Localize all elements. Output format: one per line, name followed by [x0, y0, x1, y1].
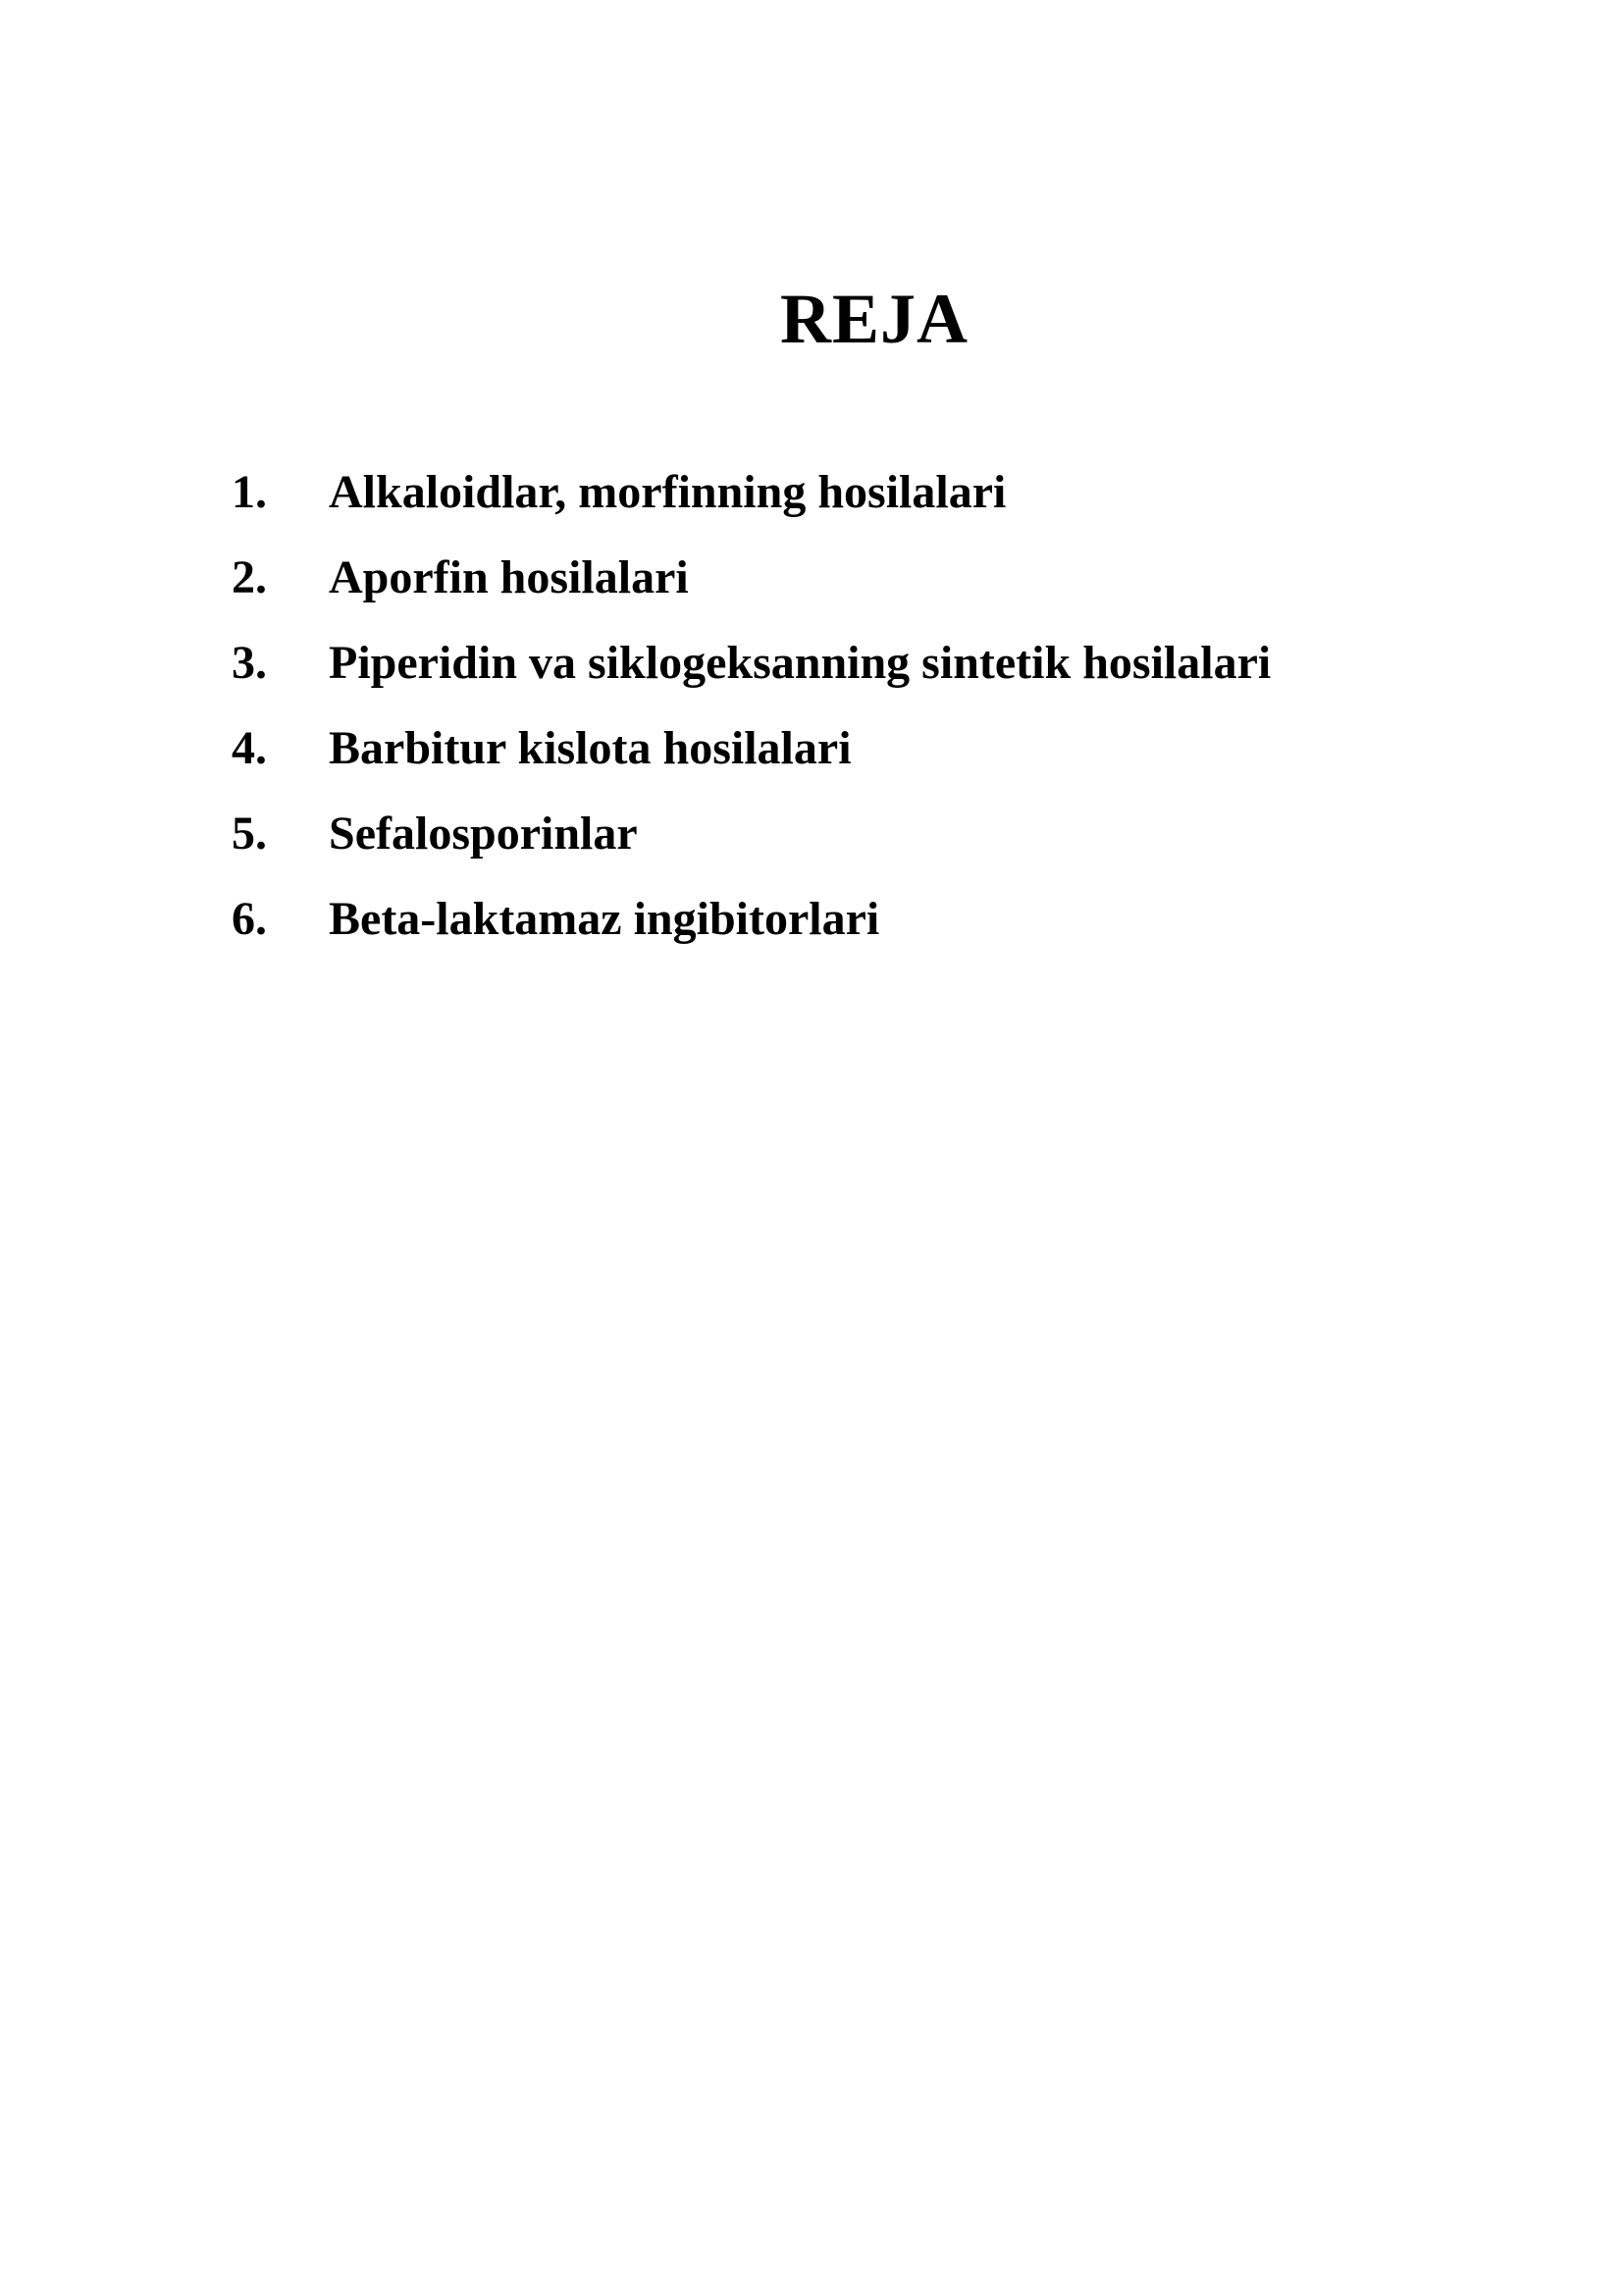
list-item	[232, 719, 1271, 805]
list-item	[232, 890, 1271, 975]
list-item-text: Beta-laktamaz ingibitorlari	[329, 893, 880, 945]
page-title: REJA	[779, 280, 969, 358]
plan-list	[232, 463, 1271, 975]
list-item-text: Barbitur kislota hosilalari	[329, 722, 852, 774]
list-item	[232, 548, 1271, 634]
list-item-number: 4.	[232, 722, 267, 774]
list-item-number: 5.	[232, 808, 267, 860]
list-item	[232, 805, 1271, 890]
list-item	[232, 463, 1271, 548]
list-item-text: Alkaloidlar, morfinning hosilalari	[329, 466, 1007, 518]
list-item-number: 1.	[232, 466, 267, 518]
list-item-number: 2.	[232, 551, 267, 603]
list-item-text: Aporfin hosilalari	[329, 551, 689, 603]
list-item	[232, 634, 1271, 719]
list-item-number: 3.	[232, 637, 267, 689]
list-item-text: Sefalosporinlar	[329, 808, 638, 860]
list-item-text: Piperidin va siklogeksanning sintetik hosilalari	[329, 637, 1272, 689]
list-item-number: 6.	[232, 893, 267, 945]
